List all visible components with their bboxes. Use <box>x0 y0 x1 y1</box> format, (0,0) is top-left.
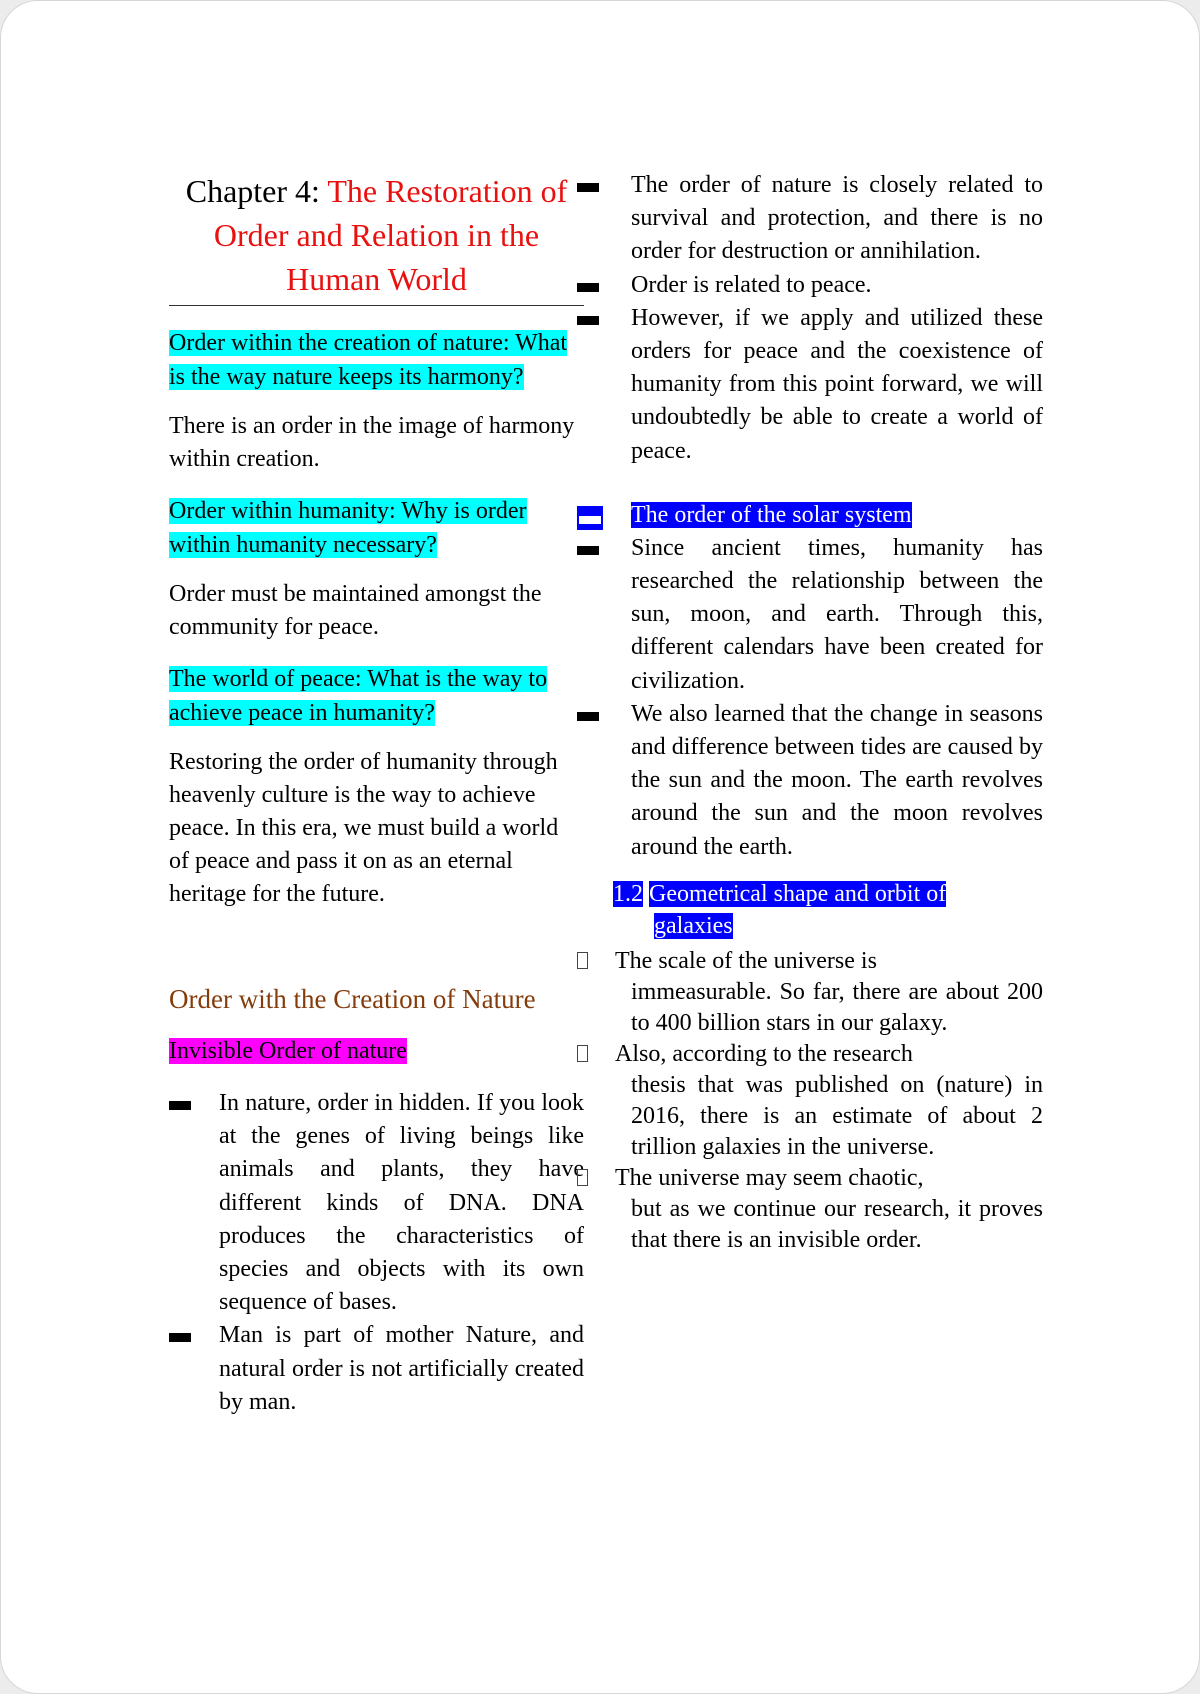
missing-glyph-icon <box>577 1169 588 1186</box>
chapter-title <box>169 169 584 306</box>
galaxy-point-list <box>615 946 1043 1256</box>
galaxy-heading <box>613 878 1043 942</box>
dash-bullet-icon <box>577 546 599 555</box>
answer-world-peace: Restoring the order of humanity through heavenly culture is the way to achieve peace. In this era, we must build a world of peace and pass it on as an eternal heritage for the future. <box>169 749 559 907</box>
list-item: The universe may seem chaotic, but as we continue our research, it proves that there is an invisible order. <box>577 1163 1043 1256</box>
list-item: The scale of the universe is immeasurable. So far, there are about 200 to 400 billion stars in our galaxy. <box>577 946 1043 1039</box>
list-item: Man is part of mother Nature, and natural order is not artificially created by man. <box>169 1319 584 1419</box>
dash-bullet-icon <box>577 712 599 721</box>
dash-bullet-icon <box>577 183 599 192</box>
galaxy-heading-line1: Geometrical shape and orbit of <box>649 880 947 907</box>
dash-bullet-icon <box>577 506 603 530</box>
chapter-title-line3: Human World <box>286 261 467 297</box>
dash-bullet-icon <box>577 283 599 292</box>
chapter-prefix: Chapter 4: <box>185 173 328 209</box>
list-item: Also, according to the research thesis that was published on (nature) in 2016, there is an estimate of about 2 trillion galaxies in the universe. <box>577 1039 1043 1163</box>
section-heading-order-nature: Order with the Creation of Nature <box>169 984 536 1014</box>
dash-bullet-icon <box>169 1333 191 1342</box>
chapter-title-line1: The Restoration of <box>327 173 568 209</box>
answer-humanity-order: Order must be maintained amongst the community for peace. <box>169 581 542 640</box>
answer-nature-harmony: There is an order in the image of harmony within creation. <box>169 413 575 472</box>
list-item: The order of nature is closely related to survival and protection, and there is no order for destruction or annihilation. <box>577 169 1043 269</box>
question-nature-harmony: Order within the creation of nature: What is the way nature keeps its harmony? <box>169 330 568 390</box>
chapter-title-line2: Order and Relation in the <box>213 217 540 253</box>
solar-system-heading: The order of the solar system <box>577 498 1043 532</box>
galaxy-heading-number: 1.2 <box>613 880 643 907</box>
dash-bullet-icon <box>169 1101 191 1110</box>
question-humanity-order: Order within humanity: Why is order within humanity necessary? <box>169 498 527 558</box>
subheading-invisible-order: Invisible Order of nature <box>169 1038 407 1064</box>
list-item: In nature, order in hidden. If you look at the genes of living beings like animals and plants, they have different kinds of DNA. DNA produces the characteristics of species and objects with its own sequence of bases. <box>169 1087 584 1319</box>
list-item: We also learned that the change in seasons and difference between tides are caused by the sun and the moon. The earth revolves around the sun and the moon revolves around the earth. <box>577 698 1043 864</box>
missing-glyph-icon <box>577 1045 588 1062</box>
left-column <box>169 169 584 1419</box>
order-bullet-list <box>623 169 1043 468</box>
question-world-peace: The world of peace: What is the way to achieve peace in humanity? <box>169 666 548 726</box>
dash-bullet-icon <box>577 316 599 325</box>
list-item: Since ancient times, humanity has researched the relationship between the sun, moon, and earth. Through this, different calendars have been created for civilization. <box>577 532 1043 698</box>
list-item: Order is related to peace. <box>577 269 1043 302</box>
galaxy-heading-line2: galaxies <box>654 912 733 939</box>
right-column <box>613 169 1043 1256</box>
list-item: However, if we apply and utilized these orders for peace and the coexistence of humanity from this point forward, we will undoubtedly be able to create a world of peace. <box>577 302 1043 468</box>
solar-bullet-list <box>623 532 1043 864</box>
missing-glyph-icon <box>577 952 588 969</box>
nature-bullet-list <box>169 1087 584 1419</box>
